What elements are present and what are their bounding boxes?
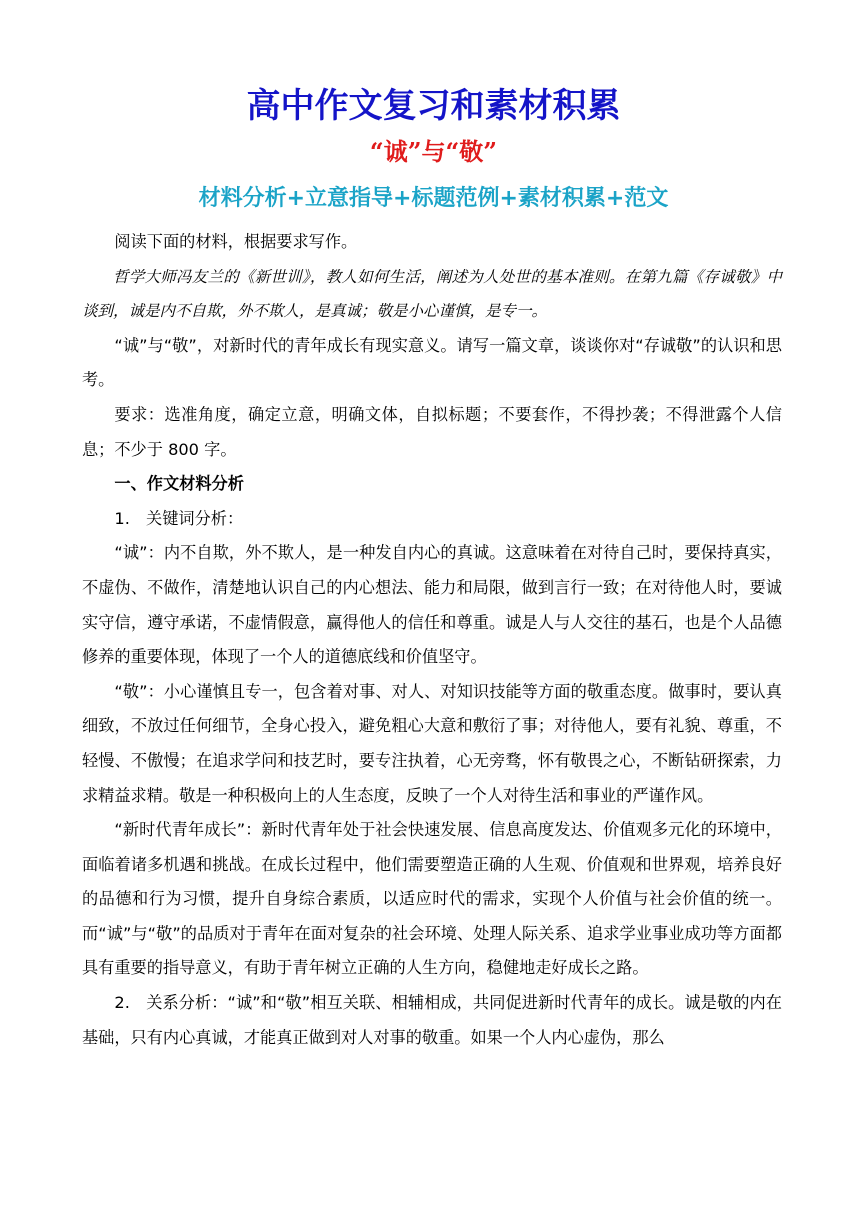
material-paragraph: 哲学大师冯友兰的《新世训》，教人如何生活，阐述为人处世的基本准则。在第九篇《存诚敬》中谈到，诚是内不自欺，外不欺人，是真诚；敬是小心谨慎，是专一。 [82, 267, 782, 321]
jing-paragraph: “敬”：小心谨慎且专一，包含着对事、对人、对知识技能等方面的敬重态度。做事时，要认真细致，不放过任何细节，全身心投入，避免粗心大意和敷衍了事；对待他人，要有礼貌、尊重，不轻慢、不傲慢；在追求学问和技艺时，要专注执着，心无旁骛，怀有敬畏之心，不断钻研探索，力求精益求精。敬是一种积极向上的人生态度，反映了一个人对待生活和事业的严谨作风。 [82, 681, 782, 805]
document-tagline: 材料分析+立意指导+标题范例+素材积累+范文 [198, 186, 669, 211]
instruction-paragraph: 阅读下面的材料，根据要求写作。 [114, 232, 358, 251]
section-heading: 一、作文材料分析 [114, 474, 244, 494]
keyword-heading: 1. 关键词分析： [114, 508, 244, 528]
prompt-paragraph: “诚”与“敬”，对新时代的青年成长有现实意义。请写一篇文章，谈谈你对“存诚敬”的认识和思考。 [82, 335, 782, 390]
document-title: 高中作文复习和素材积累 [246, 86, 621, 126]
document-subtitle: “诚”与“敬” [369, 137, 498, 166]
requirements-paragraph: 要求：选准角度，确定立意，明确文体，自拟标题；不要套作，不得抄袭；不得泄露个人信息；不少于 800 字。 [82, 404, 782, 459]
cheng-paragraph: “诚”：内不自欺，外不欺人，是一种发自内心的真诚。这意味着在对待自己时，要保持真实，不虚伪、不做作，清楚地认识自己的内心想法、能力和局限，做到言行一致；在对待他人时，要诚实守信，遵守承诺，不虚情假意，赢得他人的信任和尊重。诚是人与人交往的基石，也是个人品德修养的重要体现，体现了一个人的道德底线和价值坚守。 [82, 543, 782, 667]
youth-paragraph: “新时代青年成长”：新时代青年处于社会快速发展、信息高度发达、价值观多元化的环境中，面临着诸多机遇和挑战。在成长过程中，他们需要塑造正确的人生观、价值观和世界观，培养良好的品德和行为习惯，提升自身综合素质，以适应时代的需求，实现个人价值与社会价值的统一。而“诚”与“敬”的品质对于青年在面对复杂的社会环境、处理人际关系、追求学业事业成功等方面都具有重要的指导意义，有助于青年树立正确的人生方向，稳健地走好成长之路。 [82, 820, 782, 978]
relation-paragraph: 2. 关系分析：“诚”和“敬”相互关联、相辅相成，共同促进新时代青年的成长。诚是敬的内在基础，只有内心真诚，才能真正做到对人对事的敬重。如果一个人内心虚伪，那么 [82, 993, 782, 1047]
document-body [82, 225, 782, 1055]
